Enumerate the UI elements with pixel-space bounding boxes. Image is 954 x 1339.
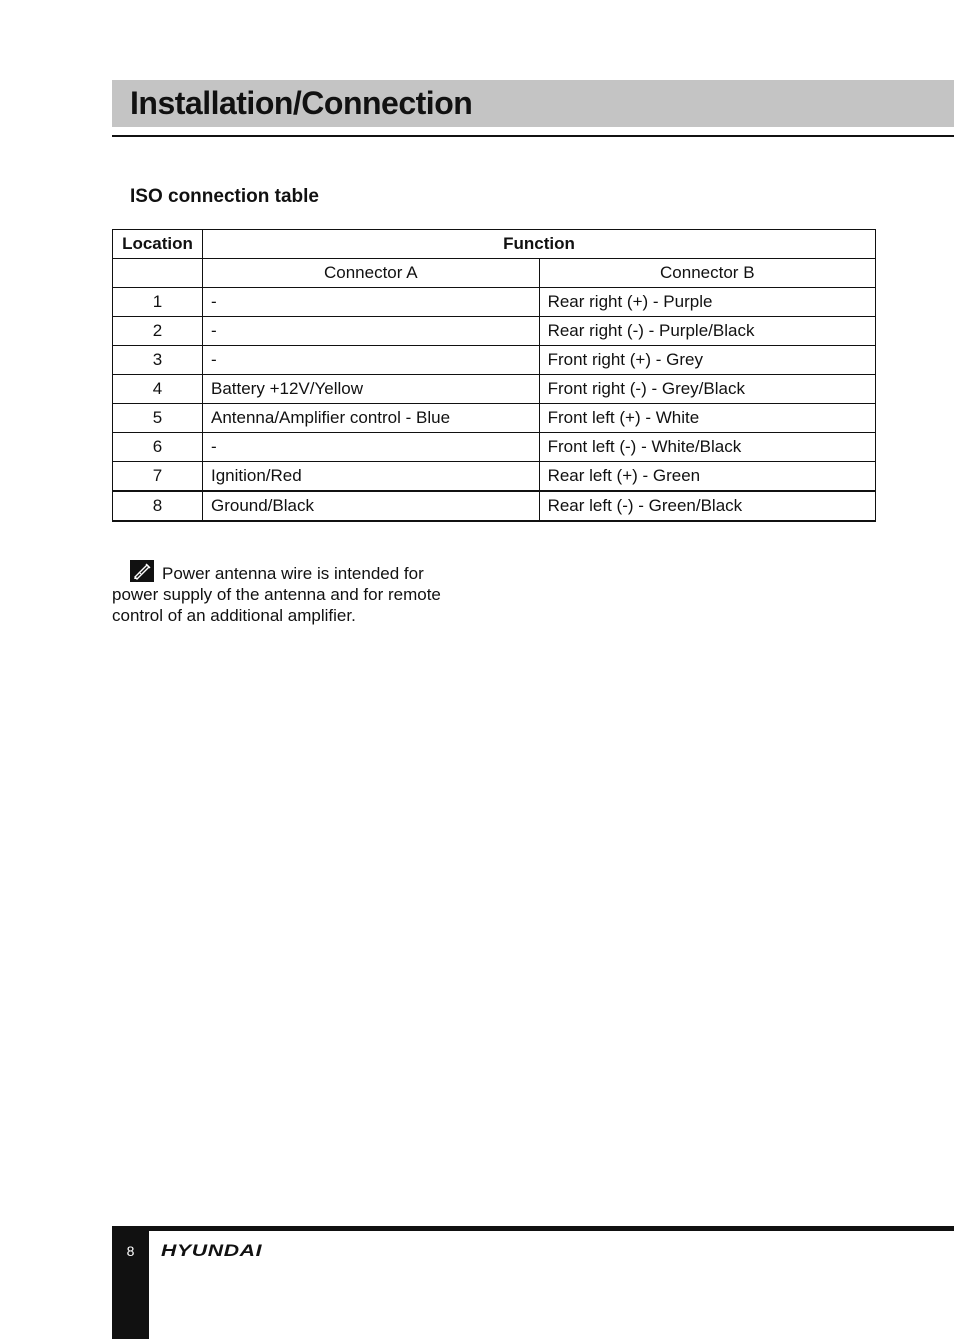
cell-connector-b: Front left (+) - White [539, 404, 875, 433]
subheader-connector-b: Connector B [539, 259, 875, 288]
iso-connection-table [112, 229, 876, 522]
note-block [112, 560, 472, 626]
cell-location: 1 [113, 288, 203, 317]
cell-connector-b: Rear right (+) - Purple [539, 288, 875, 317]
cell-location: 6 [113, 433, 203, 462]
cell-location: 5 [113, 404, 203, 433]
table-row [113, 346, 876, 375]
header-location: Location [113, 230, 203, 259]
footer-tab [112, 1226, 149, 1339]
table-row [113, 288, 876, 317]
cell-connector-a: Ground/Black [202, 491, 539, 521]
table-row [113, 491, 876, 521]
brand-logo: HYUNDAI [161, 1241, 263, 1260]
cell-connector-b: Rear left (-) - Green/Black [539, 491, 875, 521]
cell-location: 2 [113, 317, 203, 346]
table-row [113, 433, 876, 462]
footer-rule [112, 1226, 954, 1231]
header-divider [112, 135, 954, 137]
cell-connector-a: - [202, 433, 539, 462]
table-row [113, 462, 876, 492]
note-pen-icon [130, 560, 154, 582]
cell-connector-a: Antenna/Amplifier control - Blue [202, 404, 539, 433]
section-header [112, 80, 954, 127]
table-row [113, 317, 876, 346]
cell-connector-a: - [202, 317, 539, 346]
cell-connector-b: Rear right (-) - Purple/Black [539, 317, 875, 346]
cell-location: 8 [113, 491, 203, 521]
table-row [113, 404, 876, 433]
subheader-empty [113, 259, 203, 288]
cell-connector-a: Ignition/Red [202, 462, 539, 492]
cell-connector-a: - [202, 346, 539, 375]
table-subheader-row [113, 259, 876, 288]
cell-connector-b: Rear left (+) - Green [539, 462, 875, 492]
note-text: Power antenna wire is intended for power supply of the antenna and for remote control of an additional amplifier. [112, 564, 441, 625]
page-number: 8 [126, 1243, 135, 1259]
subheader-connector-a: Connector A [202, 259, 539, 288]
cell-connector-a: - [202, 288, 539, 317]
cell-connector-a: Battery +12V/Yellow [202, 375, 539, 404]
cell-connector-b: Front right (-) - Grey/Black [539, 375, 875, 404]
cell-location: 4 [113, 375, 203, 404]
table-header-row [113, 230, 876, 259]
header-function: Function [202, 230, 875, 259]
cell-location: 7 [113, 462, 203, 492]
cell-location: 3 [113, 346, 203, 375]
table-title: ISO connection table [130, 186, 319, 207]
table-row [113, 375, 876, 404]
page-title: Installation/Connection [130, 85, 473, 121]
cell-connector-b: Front left (-) - White/Black [539, 433, 875, 462]
cell-connector-b: Front right (+) - Grey [539, 346, 875, 375]
